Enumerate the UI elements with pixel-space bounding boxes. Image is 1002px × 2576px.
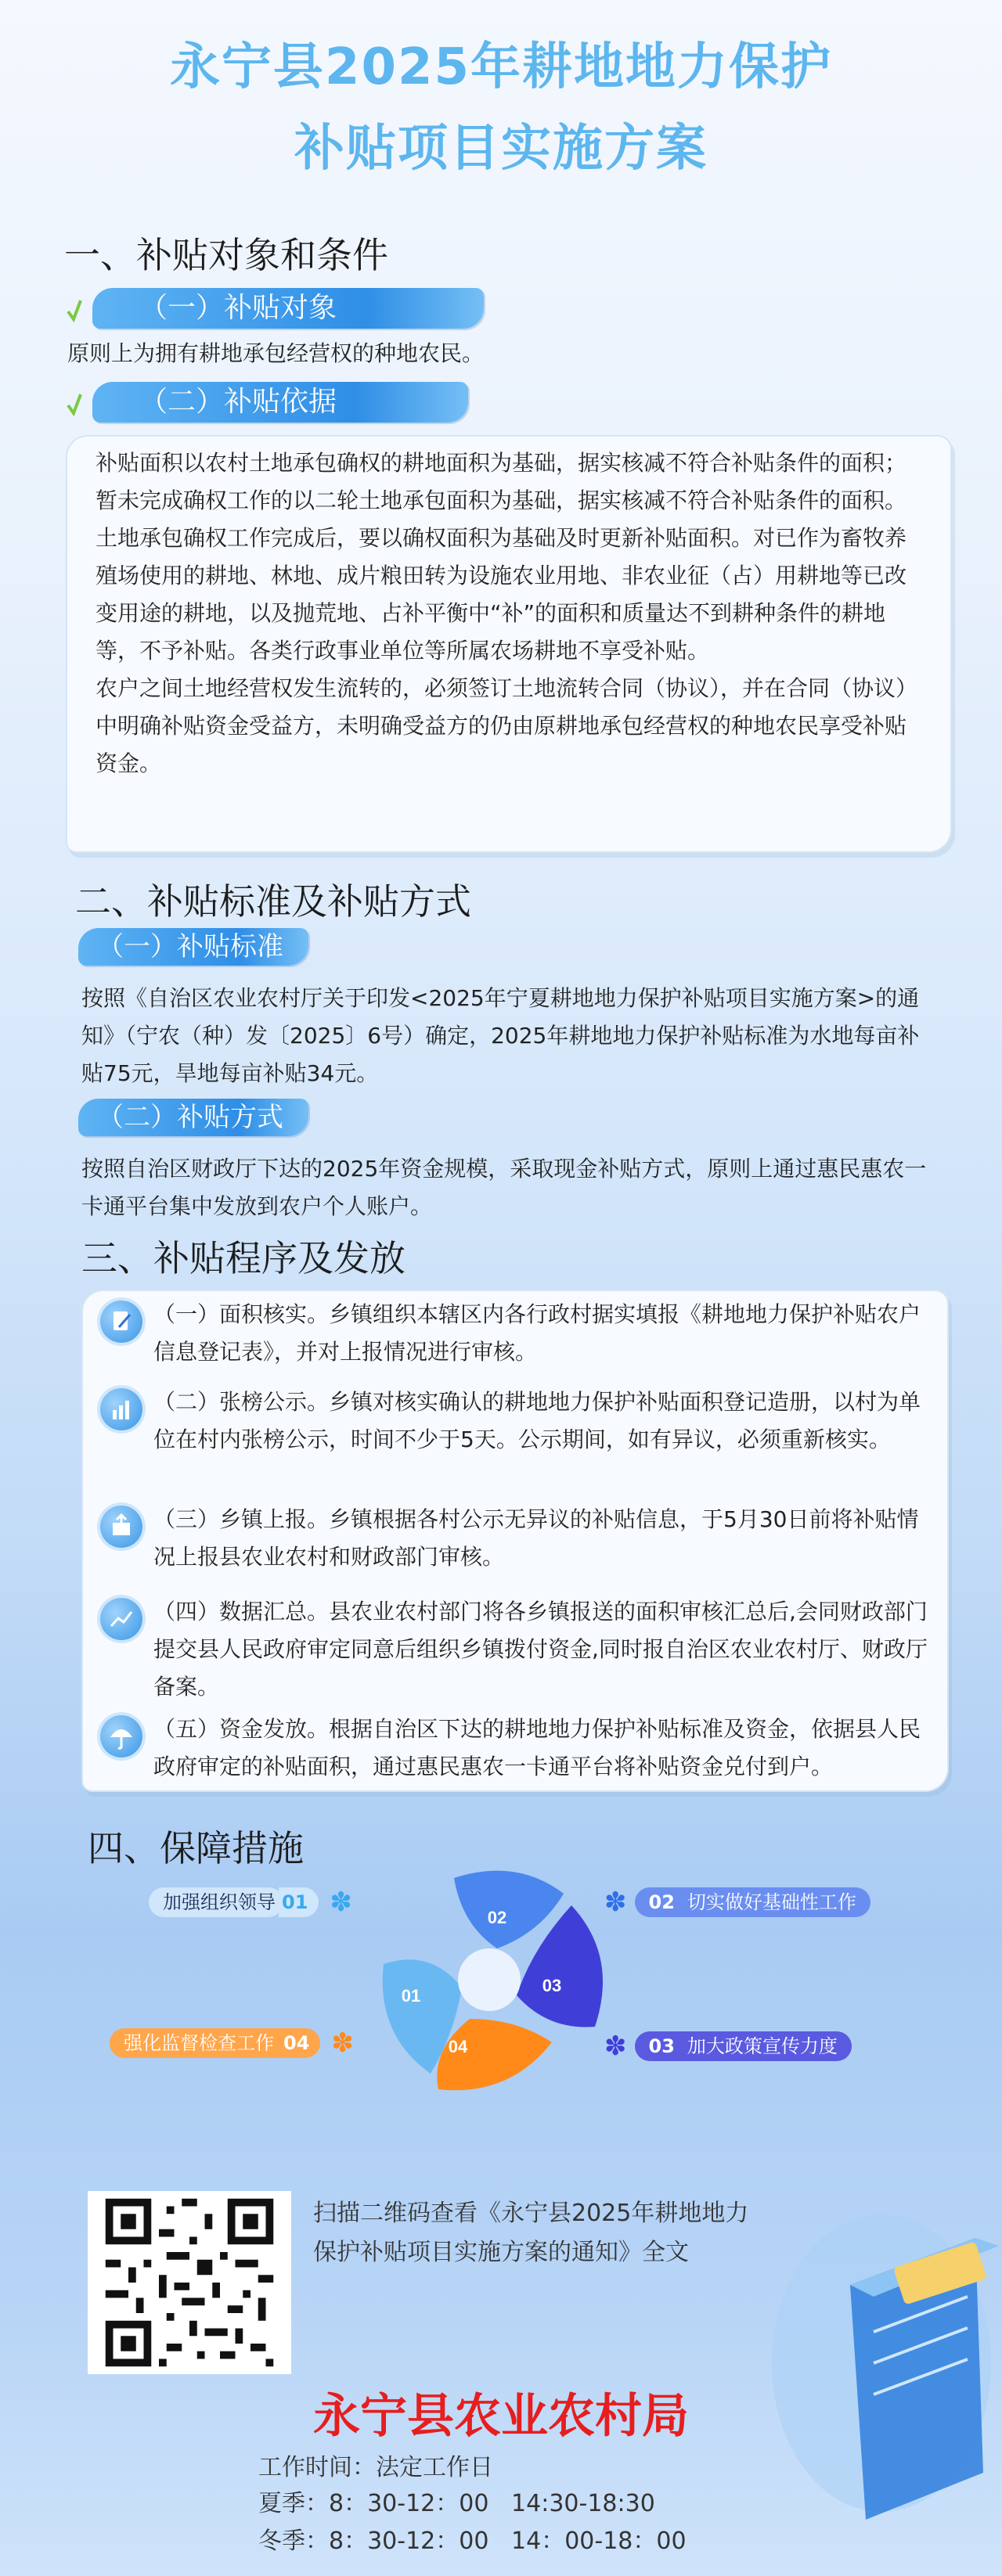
section3-heading: 三、补贴程序及发放: [81, 1237, 405, 1279]
measure-01: [149, 1887, 352, 1917]
measure-04: [110, 2028, 354, 2058]
measure-02-number: 02: [635, 1887, 681, 1917]
step-1-text: （一）面积核实。乡镇组织本辖区内各行政村据实填报《耕地地力保护补贴农户信息登记表》，并对上报情况进行审核。: [153, 1301, 921, 1365]
checkmark-icon: [66, 296, 83, 324]
step-3-text: （三）乡镇上报。乡镇根据各村公示无异议的补贴信息，于5月30日前将补贴情况上报县农业农村和财政部门审核。: [153, 1506, 919, 1570]
document-edit-icon: [100, 1301, 142, 1343]
page-title-line2: 补贴项目实施方案: [294, 120, 708, 178]
petal-03-number: 03: [542, 1976, 562, 1995]
subsidy-target-text: 原则上为拥有耕地承包经营权的种地农民。: [67, 340, 485, 366]
measure-01-number: 01: [279, 1887, 319, 1917]
work-hours-title: 工作时间：法定工作日: [258, 2454, 493, 2481]
qr-code[interactable]: [88, 2191, 291, 2374]
step-5-text: （五）资金发放。根据自治区下达的耕地地力保护补贴标准及资金，依据县人民政府审定的补贴面积，通过惠民惠农一卡通平台将补贴资金兑付到户。: [153, 1716, 921, 1779]
qr-caption: 扫描二维码查看《永宁县2025年耕地地力保护补贴项目实施方案的通知》全文: [313, 2200, 749, 2266]
subsection-pill-method: （二）补贴方式: [78, 1099, 308, 1136]
section2-heading: 二、补贴标准及补贴方式: [75, 880, 471, 923]
box-upload-icon: [100, 1506, 142, 1548]
petal-02-number: 02: [487, 1908, 507, 1927]
subsidy-standard-text: 按照《自治区农业农村厅关于印发<2025年宁夏耕地地力保护补贴项目实施方案>的通知》（宁农（种）发〔2025〕6号）确定，2025年耕地地力保护补贴标准为水地每亩补贴75元，旱地每亩补贴34元。: [81, 985, 920, 1086]
basis-paragraph-1: 补贴面积以农村土地承包确权的耕地面积为基础，据实核减不符合补贴条件的面积；暂未完成确权工作的以二轮土地承包面积为基础，据实核减不符合补贴条件的面积。土地承包确权工作完成后，要以确权面积为基础及时更新补贴面积。对已作为畜牧养殖场使用的耕地、林地、成片粮田转为设施农业用地、非农业征（占）用耕地等已改变用途的耕地，以及抛荒地、占补平衡中“补”的面积和质量达不到耕种条件的耕地等，不予补贴。各类行政事业单位等所属农场耕地不享受补贴。: [96, 450, 907, 664]
flower-icon: ✽: [604, 1887, 627, 1918]
subsection-pill-basis: （二）补贴依据: [92, 382, 468, 423]
subsection-pill-target: （一）补贴对象: [92, 288, 484, 329]
trend-chart-icon: [100, 1598, 142, 1640]
summer-hours: 夏季：8：30-12：00 14:30-18:30: [258, 2490, 655, 2517]
measures-diagram: [360, 1862, 642, 2113]
measure-03-number: 03: [635, 2031, 681, 2061]
measure-01-label: 加强组织领导: [149, 1887, 283, 1917]
step-2-text: （二）张榜公示。乡镇对核实确认的耕地地力保护补贴面积登记造册，以村为单位在村内张榜公示，时间不少于5天。公示期间，如有异议，必须重新核实。: [153, 1389, 921, 1452]
checkmark-icon: [66, 390, 83, 418]
page-title-line1: 永宁县2025年耕地地力保护: [169, 38, 833, 96]
measure-02: [604, 1887, 870, 1917]
measure-04-number: 04: [280, 2028, 320, 2058]
section4-heading: 四、保障措施: [88, 1827, 304, 1869]
winter-hours: 冬季：8：30-12：00 14：00-18：00: [258, 2527, 687, 2555]
umbrella-icon: [100, 1715, 142, 1758]
subsidy-basis-card: [66, 435, 952, 853]
measure-02-label: 切实做好基础性工作: [681, 1887, 870, 1917]
flower-icon: ✽: [331, 2027, 354, 2059]
qr-code-graphic: [88, 2191, 291, 2374]
measure-04-label: 强化监督检查工作: [110, 2028, 280, 2058]
flower-icon: ✽: [604, 2031, 627, 2062]
petal-04-number: 04: [448, 2037, 468, 2056]
basis-paragraph-2: 农户之间土地经营权发生流转的，必须签订土地流转合同（协议），并在合同（协议）中明确补贴资金受益方，未明确受益方的仍由原耕地承包经营权的种地农民享受补贴资金。: [96, 675, 918, 776]
office-name: 永宁县农业农村局: [313, 2389, 689, 2444]
petal-01-number: 01: [401, 1986, 421, 2006]
step-4-text: （四）数据汇总。县农业农村部门将各乡镇报送的面积审核汇总后,会同财政部门提交县人民政府审定同意后组织乡镇拨付资金,同时报自治区农业农村厅、财政厅备案。: [153, 1599, 928, 1700]
subsection-pill-standard: （一）补贴标准: [78, 928, 308, 966]
bar-chart-icon: [100, 1388, 142, 1430]
subsidy-method-text: 按照自治区财政厅下达的2025年资金规模，采取现金补贴方式，原则上通过惠民惠农一卡通平台集中发放到农户个人账户。: [81, 1156, 927, 1219]
section1-heading: 一、补贴对象和条件: [64, 234, 388, 276]
measure-03-label: 加大政策宣传力度: [681, 2031, 852, 2061]
decorative-cube-graphic: [764, 2160, 999, 2551]
flower-icon: ✽: [330, 1887, 352, 1918]
